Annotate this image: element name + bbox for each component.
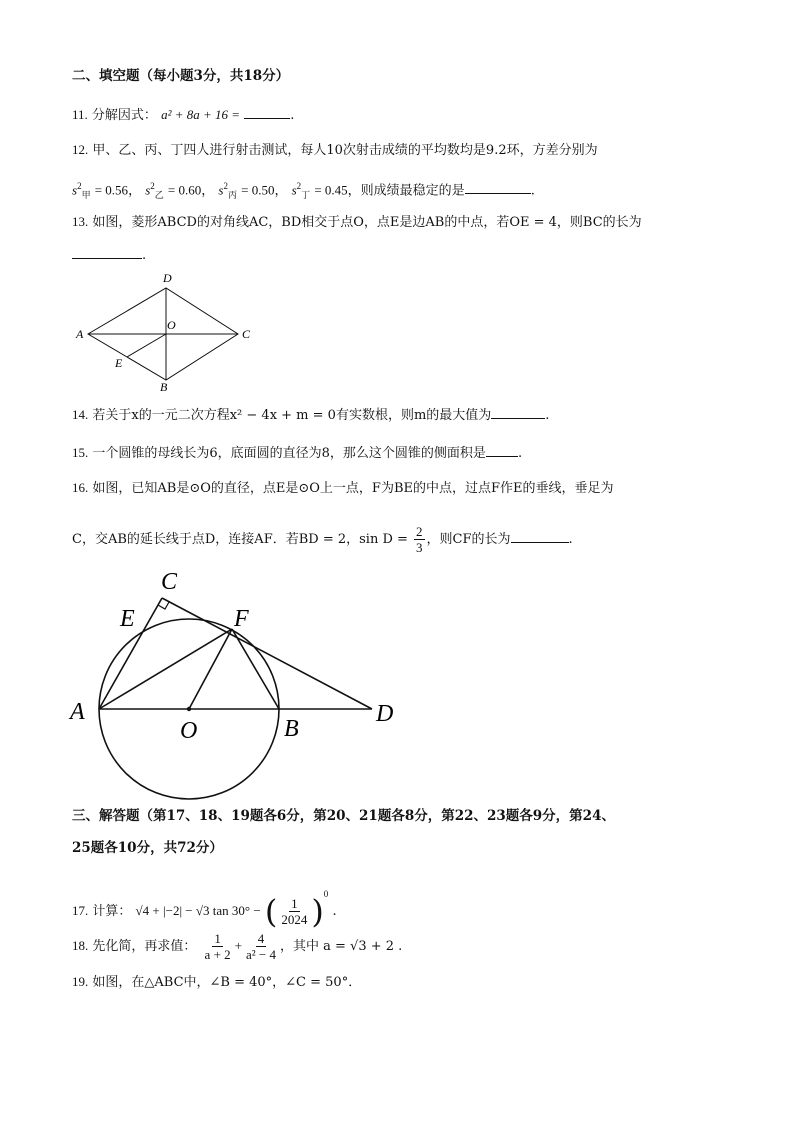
label-a: A xyxy=(76,327,84,341)
answer-blank[interactable] xyxy=(511,528,569,543)
period: . xyxy=(517,446,523,461)
numerator: 4 xyxy=(257,931,265,946)
numerator: 2 xyxy=(416,524,423,539)
numerator: 1 xyxy=(214,931,221,946)
label-b: B xyxy=(160,380,168,393)
question-number: 13. xyxy=(72,214,89,229)
answer-blank[interactable] xyxy=(465,179,531,194)
variance-value: = 0.50 xyxy=(241,182,275,198)
question-15 xyxy=(72,442,522,464)
question-text: ，则CF的长为 xyxy=(426,532,511,547)
variance-value: = 0.56 xyxy=(94,182,129,198)
question-number: 15. xyxy=(72,445,89,460)
question-19 xyxy=(72,972,361,993)
question-text: 如图，菱形ABCD的对角线AC，BD相交于点O，点E是边AB的中点，若OE = 4，则BC的长为 xyxy=(92,215,642,230)
period: . xyxy=(530,183,535,199)
fraction-two-thirds xyxy=(414,524,425,555)
question-number: 17. xyxy=(72,903,89,918)
answer-blank[interactable] xyxy=(72,244,142,259)
question-16-line2 xyxy=(72,522,573,558)
period: . xyxy=(545,408,550,423)
line-fb xyxy=(232,629,279,709)
question-number: 18. xyxy=(72,938,89,953)
exponent: 0 xyxy=(323,889,329,899)
question-12 xyxy=(72,140,598,161)
question-text: C，交AB的延长线于点D，连接AF．若BD = 2，sin D = xyxy=(72,532,408,547)
label-d: D xyxy=(376,701,394,727)
question-number: 14. xyxy=(72,407,89,422)
condition-text: ，其中 a = √3 + 2 . xyxy=(280,939,403,954)
question-text: ，则成绩最稳定的是 xyxy=(347,183,465,199)
question-number: 12. xyxy=(72,142,89,157)
line-cd xyxy=(162,598,372,709)
line-af xyxy=(99,629,232,709)
question-12-variances: $s^2_甲 = 0.56$， $s^2_乙 = 0.60$， $s^2_丙 = 0.50$， $s^2_丁 = 0.45$，则成绩最稳定的是 . xyxy=(72,181,535,201)
question-label: 先化简，再求值： xyxy=(92,939,197,954)
section-3-heading-line1: 三、解答题（第17、18、19题各6分，第20、21题各8分，第22、23题各9分，第24、 xyxy=(72,808,615,824)
question-16 xyxy=(72,478,614,499)
math-expression: a² + 8a + 16 = xyxy=(161,107,241,122)
subscript: 甲 xyxy=(81,190,91,201)
question-13 xyxy=(72,212,642,233)
question-13-answer-line xyxy=(72,244,146,266)
period: . xyxy=(290,108,295,123)
question-text: 分解因式： xyxy=(91,108,157,123)
question-number: 16. xyxy=(72,480,89,495)
left-paren: ( xyxy=(264,892,278,931)
question-11 xyxy=(72,104,294,126)
label-e: E xyxy=(115,356,123,370)
label-d: D xyxy=(163,271,172,285)
question-text: 若关于x的一元二次方程x² − 4x + m = 0有实数根，则m的最大值为 xyxy=(92,408,492,423)
question-18 xyxy=(72,926,402,967)
question-text: 一个圆锥的母线长为6，底面圆的直径为8，那么这个圆锥的侧面积是 xyxy=(92,446,486,461)
label-o: O xyxy=(180,718,198,744)
label-o: O xyxy=(167,318,176,332)
answer-blank[interactable] xyxy=(491,404,545,419)
plus-sign: + xyxy=(234,938,242,953)
label-b: B xyxy=(284,716,299,742)
section-2-heading: 二、填空题（每小题3分，共18分） xyxy=(72,68,290,84)
fraction-2 xyxy=(244,931,278,962)
center-point xyxy=(187,707,191,711)
fraction-1 xyxy=(203,931,233,962)
question-text: 如图，已知AB是⊙O的直径，点E是⊙O上一点，F为BE的中点，过点F作E的垂线，垂足为 xyxy=(92,481,614,496)
question-17 xyxy=(72,872,337,934)
fraction-1-over-2024 xyxy=(279,896,309,927)
question-number: 19. xyxy=(72,974,89,989)
label-f: F xyxy=(234,606,249,632)
question-text: 如图，在△ABC中，∠B = 40°，∠C = 50°． xyxy=(92,975,362,990)
label-c: C xyxy=(161,569,178,595)
subscript: 丁 xyxy=(301,190,311,201)
right-paren: ) xyxy=(311,892,324,931)
variance-value: = 0.45 xyxy=(314,182,348,198)
question-number: 11. xyxy=(72,107,88,122)
segment-oe xyxy=(127,334,166,357)
subscript: 乙 xyxy=(154,190,164,201)
label-c: C xyxy=(242,327,251,341)
subscript: 丙 xyxy=(227,190,237,201)
denominator: 3 xyxy=(416,540,423,555)
answer-blank[interactable] xyxy=(486,442,518,457)
period: . xyxy=(568,532,573,547)
numerator: 1 xyxy=(291,896,298,911)
denominator: a² − 4 xyxy=(246,947,276,962)
question-label: 计算： xyxy=(92,904,132,919)
section-3-heading-line2: 25题各10分，共72分） xyxy=(72,840,223,856)
math-expression: √4 + |−2| − √3 tan 30° − xyxy=(135,903,261,918)
denominator: a + 2 xyxy=(204,947,231,962)
label-a: A xyxy=(70,699,85,725)
denominator: 2024 xyxy=(281,912,308,927)
variance-value: = 0.60 xyxy=(167,182,202,198)
question-14 xyxy=(72,404,549,426)
question-text: 甲、乙、丙、丁四人进行射击测试，每人10次射击成绩的平均数均是9.2环，方差分别为 xyxy=(92,143,598,158)
label-e: E xyxy=(120,606,135,632)
answer-blank[interactable] xyxy=(244,104,290,119)
period: . xyxy=(142,248,147,263)
circle-figure xyxy=(62,562,412,802)
rhombus-figure xyxy=(70,268,260,393)
period: . xyxy=(332,904,337,919)
